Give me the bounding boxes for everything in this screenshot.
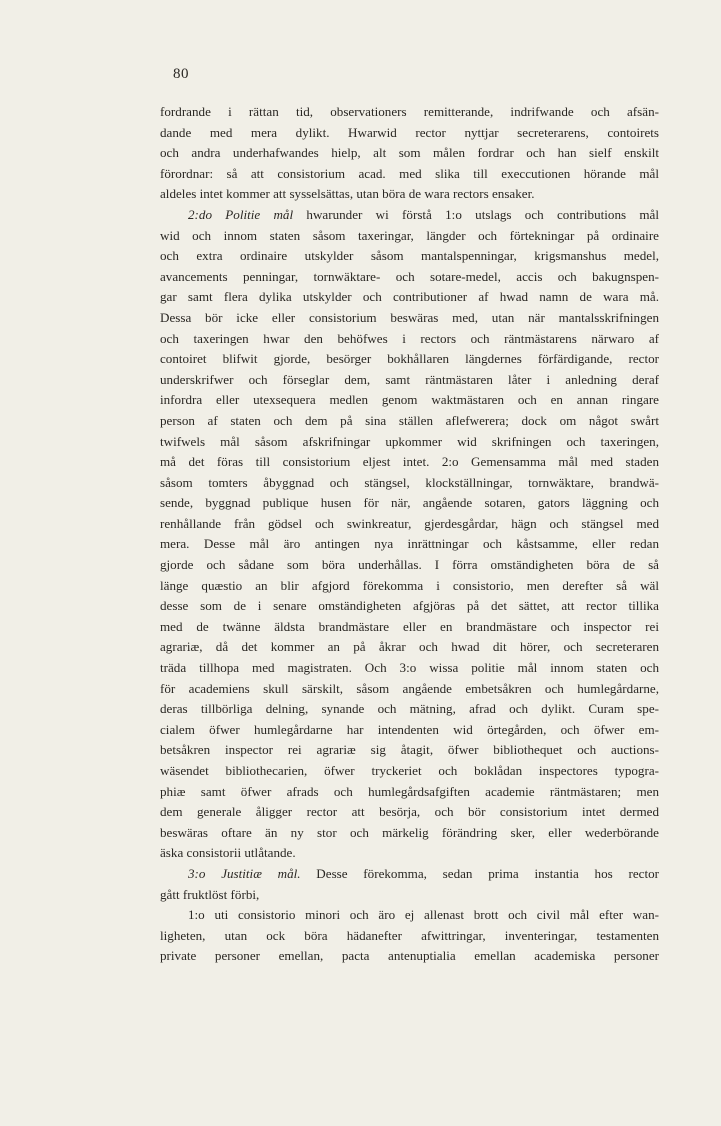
text-line [160, 493, 659, 514]
text-run: och taxeringen hwar den behöfwes i rectors och räntmästarens närwaro af [160, 330, 659, 346]
text-line [160, 823, 659, 844]
text-line [160, 761, 659, 782]
text-line [160, 864, 659, 885]
text-line [160, 411, 659, 432]
text-line [160, 329, 659, 350]
text-line [160, 432, 659, 453]
text-run: desse som de i senare omständigheten afgjöras på det sättet, att rector tillika [160, 598, 659, 614]
italic-text: 3:o [188, 865, 222, 881]
text-line [160, 843, 659, 864]
text-run: gått fruktlöst förbi, [160, 886, 260, 902]
text-run: infordra eller utexsequera medlen genom waktmästaren och en annan ringare [160, 392, 659, 408]
text-run: deras tillbörliga delning, synande och mätning, afrad och dylikt. Curam spe- [160, 701, 659, 717]
text-run: cialem öfwer humlegårdarne har intendenten wid örtegården, och öfwer em- [160, 721, 659, 737]
text-line [160, 205, 659, 226]
text-line [160, 658, 659, 679]
text-run: aldeles intet kommer att sysselsättas, utan böra de wara rectors ensaker. [160, 186, 535, 202]
text-line [160, 308, 659, 329]
body-text [160, 102, 659, 967]
text-line [160, 246, 659, 267]
text-run: betsåkren inspector rei agrariæ sig åtagit, öfwer bibliothequet och auctions- [160, 742, 659, 758]
italic-text: Politie mål [225, 206, 294, 222]
text-line [160, 534, 659, 555]
text-run: phiæ samt öfwer afrads och humlegårdsafgiften academie räntmästaren; men [160, 783, 659, 799]
italic-text: 2:do [188, 206, 226, 222]
text-run: twifwels mål såsom afskrifningar upkommer wid skrifningen och taxeringen, [160, 433, 659, 449]
text-run: person af staten och dem på sina ställen aflefwerera; dock om något swårt [160, 412, 659, 428]
text-line [160, 679, 659, 700]
text-line [160, 473, 659, 494]
text-run: wäsendet bibliothecarien, öfwer tryckeriet och boklådan inspectores typogra- [160, 763, 659, 778]
text-line [160, 946, 659, 967]
text-line [160, 885, 659, 906]
text-run: ligheten, utan ock böra hädanefter afwittringar, inventeringar, testamenten [160, 927, 659, 943]
text-run: och andra underhafwandes hielp, alt som målen fordrar och han sielf enskilt [160, 145, 659, 161]
text-run: Desse förekomma, sedan prima instantia hos rector [300, 865, 659, 881]
text-run: private personer emellan, pacta antenuptialia emellan academiska personer [160, 948, 659, 964]
page-number: 80 [173, 66, 189, 82]
text-line [160, 102, 659, 123]
text-line [160, 143, 659, 164]
text-line [160, 576, 659, 597]
text-run: länge quæstio an blir afgjord förekomma i consistorio, men derefter så wäl [160, 577, 659, 593]
text-line [160, 349, 659, 370]
text-run: gjorde och sådane som böra underhållas. I förra omständigheten böra de så [160, 557, 659, 573]
text-run: gar samt flera dylika utskylder och contributioner af hwad namn de wara må. [160, 289, 659, 305]
text-line [160, 926, 659, 947]
text-run: dande med mera dylikt. Hwarwid rector nyttjar secreterarens, contoirets [160, 124, 659, 140]
text-run: äska consistorii utlåtande. [160, 845, 296, 861]
text-run: Dessa bör icke eller consistorium beswäras med, utan när mantalsskrifningen [160, 309, 659, 325]
text-line [160, 740, 659, 761]
text-line [160, 617, 659, 638]
text-run: dem generale åligger rector att besörja, och bör consistorium intet dermed [160, 804, 659, 820]
text-line [160, 596, 659, 617]
text-line [160, 452, 659, 473]
text-line [160, 390, 659, 411]
text-run: må det föras till consistorium eljest intet. 2:o Gemensamma mål med staden [160, 454, 659, 470]
text-line [160, 287, 659, 308]
text-run: 1:o uti consistorio minori och äro ej allenast brott och civil mål efter wan- [188, 907, 659, 923]
text-run: och extra ordinaire utskylder såsom mantalspenningar, krigsmanshus medel, [160, 248, 659, 264]
text-run: avancements penningar, tornwäktare- och sotare-medel, accis och bakugnspen- [160, 268, 659, 284]
italic-text: Justitiæ mål. [221, 865, 301, 881]
text-line [160, 123, 659, 144]
text-line [160, 226, 659, 247]
text-line [160, 267, 659, 288]
text-line [160, 905, 659, 926]
text-run: förordnar: så att consistorium acad. med slika till execcutionen hörande mål [160, 165, 659, 181]
text-run: contoiret blifwit gjorde, besörger bokhållaren längdernes förfärdigande, rector [160, 351, 659, 367]
text-run: sende, byggnad publique husen för när, angående sotaren, gators läggning och [160, 495, 659, 511]
text-run: wid och innom staten såsom taxeringar, längder och förtekningar på ordinaire [160, 227, 659, 243]
text-run: för academiens skull särskilt, såsom angående embetsåkren och humlegårdarne, [160, 680, 659, 696]
text-run: såsom tomters åbyggnad och stängsel, klockställningar, tornwäktare, brandwä- [160, 474, 659, 490]
text-run: renhållande från gödsel och swinkreatur, gjerdesgårdar, hägn och stängsel med [160, 515, 659, 531]
text-run: hwarunder wi förstå 1:o utslags och contributions mål [293, 206, 659, 222]
text-run: beswäras oftare än ny stor och märkelig förändring sker, eller wederbörande [160, 824, 659, 840]
text-line [160, 370, 659, 391]
text-line [160, 720, 659, 741]
text-run: agrariæ, då det kommer an på åkrar och hwad dit hörer, och secreteraren [160, 639, 659, 655]
text-line [160, 782, 659, 803]
text-line [160, 555, 659, 576]
text-line [160, 184, 659, 205]
text-line [160, 802, 659, 823]
text-line [160, 514, 659, 535]
text-line [160, 637, 659, 658]
text-run: mera. Desse mål äro antingen nya inrättningar och kåstsamme, eller redan [160, 536, 659, 552]
text-run: med de twänne äldsta brandmästare eller en brandmästare och inspector rei [160, 618, 659, 634]
text-run: underskrifwer och förseglar dem, samt räntmästaren låter i anledning deraf [160, 371, 659, 387]
text-run: fordrande i rättan tid, observationers remitterande, indrifwande och afsän- [160, 104, 659, 119]
text-run: träda tillhopa med magistraten. Och 3:o wissa politie mål innom staten och [160, 660, 659, 676]
text-line [160, 699, 659, 720]
text-line [160, 164, 659, 185]
